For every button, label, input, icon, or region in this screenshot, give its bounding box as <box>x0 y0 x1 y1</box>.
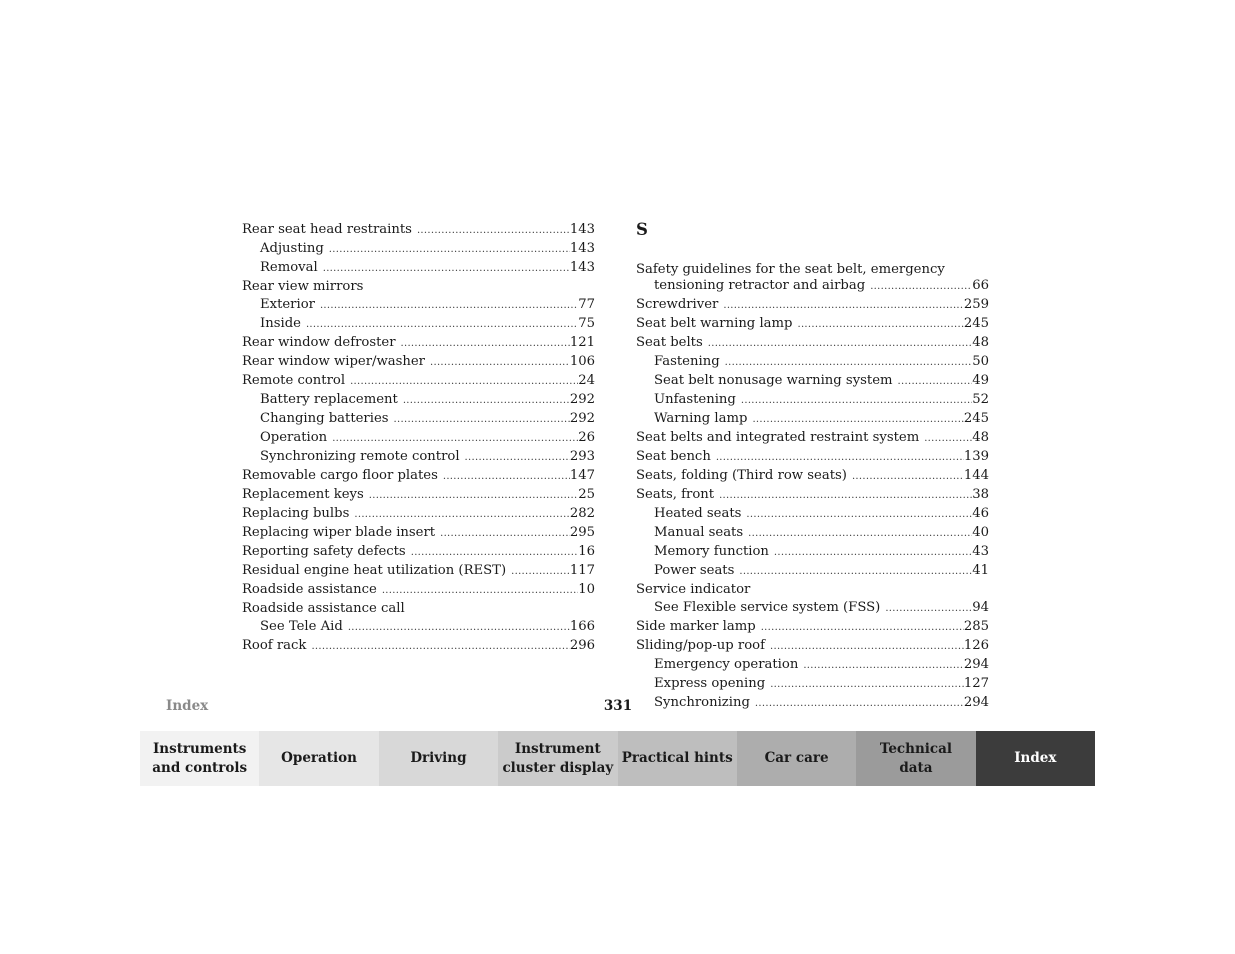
index-entry-page[interactable]: 259 <box>963 297 989 312</box>
index-entry <box>636 315 989 334</box>
index-entry <box>242 637 595 656</box>
index-entry <box>242 315 595 334</box>
index-entry-page[interactable]: 77 <box>578 297 595 312</box>
index-entry-term: Emergency operation <box>654 657 799 672</box>
index-entry <box>242 410 595 429</box>
dot-leader <box>746 506 972 524</box>
index-entry-page[interactable]: 26 <box>578 430 595 445</box>
index-entry <box>242 372 595 391</box>
index-entry-page[interactable]: 126 <box>963 638 989 653</box>
dot-leader <box>803 657 964 675</box>
dot-leader <box>770 638 964 656</box>
index-entry-term: Service indicator <box>636 582 751 597</box>
index-entry-term: See Flexible service system (FSS) <box>654 600 881 615</box>
tab-index[interactable]: Index <box>976 731 1095 786</box>
dot-leader <box>440 525 570 543</box>
index-entry <box>242 600 595 618</box>
index-entry-term: Seat belts and integrated restraint system <box>636 430 920 445</box>
index-entry-term: Operation <box>260 430 328 445</box>
index-entry-term: Express opening <box>654 676 766 691</box>
dot-leader <box>748 525 972 543</box>
index-entry-term: Seat belt nonusage warning system <box>654 373 893 388</box>
index-entry <box>636 524 989 543</box>
index-column-right <box>636 221 989 713</box>
page-number: 331 <box>603 698 633 714</box>
index-entry-term: Power seats <box>654 563 735 578</box>
chapter-tab-bar <box>140 731 1095 786</box>
index-entry-term: Reporting safety defects <box>242 544 406 559</box>
index-entry-page[interactable]: 295 <box>569 525 595 540</box>
index-entry-page[interactable]: 245 <box>963 316 989 331</box>
dot-leader <box>719 487 972 505</box>
dot-leader <box>852 468 964 486</box>
dot-leader <box>354 506 569 524</box>
index-entry-term: Seats, front <box>636 487 715 502</box>
index-entry <box>636 296 989 315</box>
index-entry <box>242 296 595 315</box>
dot-leader <box>924 430 972 448</box>
index-letter-heading: S <box>636 220 648 239</box>
index-entry <box>242 429 595 448</box>
dot-leader <box>411 544 579 562</box>
dot-leader <box>311 638 569 656</box>
dot-leader <box>797 316 963 334</box>
dot-leader <box>708 335 972 353</box>
index-entry-page[interactable]: 143 <box>569 241 595 256</box>
index-entry <box>636 391 989 410</box>
index-entry-term: Screwdriver <box>636 297 719 312</box>
index-entry-term: Unfastening <box>654 392 736 407</box>
index-entry <box>636 429 989 448</box>
index-entry-page[interactable]: 147 <box>569 468 595 483</box>
index-entry <box>636 448 989 467</box>
index-entry-page[interactable]: 52 <box>972 392 989 407</box>
tab-technical-data[interactable]: Technical data <box>856 731 975 786</box>
index-entry-term: Roadside assistance call <box>242 601 405 616</box>
index-entry-page[interactable]: 48 <box>972 335 989 350</box>
dot-leader <box>770 676 964 694</box>
index-entry-page[interactable]: 285 <box>963 619 989 634</box>
index-entries-s <box>636 261 989 713</box>
dot-leader <box>329 241 570 259</box>
dot-leader <box>752 411 963 429</box>
index-entry-term: Heated seats <box>654 506 742 521</box>
index-entry-page[interactable]: 245 <box>963 411 989 426</box>
index-entry-term: Replacement keys <box>242 487 364 502</box>
index-entry-page[interactable]: 292 <box>569 411 595 426</box>
dot-leader <box>761 619 964 637</box>
index-entry <box>636 599 989 618</box>
index-entry-page[interactable]: 166 <box>569 619 595 634</box>
dot-leader <box>350 373 578 391</box>
dot-leader <box>870 278 972 296</box>
index-entry-page[interactable]: 94 <box>972 600 989 615</box>
index-entry <box>636 486 989 505</box>
dot-leader <box>323 260 570 278</box>
index-entry-page[interactable]: 48 <box>972 430 989 445</box>
index-entry-page[interactable]: 139 <box>963 449 989 464</box>
index-entry <box>242 581 595 600</box>
dot-leader <box>403 392 570 410</box>
index-entry-page[interactable]: 127 <box>963 676 989 691</box>
index-entry <box>242 562 595 581</box>
index-entry-term: Seats, folding (Third row seats) <box>636 468 847 483</box>
index-entry-page[interactable]: 121 <box>569 335 595 350</box>
dot-leader <box>511 563 570 581</box>
dot-leader <box>348 619 570 637</box>
dot-leader <box>382 582 578 600</box>
index-entry-term: Memory function <box>654 544 769 559</box>
index-entry-term: Replacing bulbs <box>242 506 350 521</box>
index-entry-term: Adjusting <box>260 241 324 256</box>
index-column-left <box>242 221 595 656</box>
index-entry-term: Warning lamp <box>654 411 748 426</box>
dot-leader <box>369 487 578 505</box>
index-entry-term: Fastening <box>654 354 720 369</box>
index-entry-page[interactable]: 16 <box>578 544 595 559</box>
index-entry-term: tensioning retractor and airbag <box>654 278 866 293</box>
section-label: Index <box>166 698 209 714</box>
index-entry-term: Removal <box>260 260 318 275</box>
index-entry-term: Removable cargo floor plates <box>242 468 438 483</box>
index-entry <box>636 353 989 372</box>
index-entry <box>636 277 989 296</box>
index-entry <box>242 278 595 296</box>
index-entry-term: Residual engine heat utilization (REST) <box>242 563 507 578</box>
index-entry-page[interactable]: 38 <box>972 487 989 502</box>
index-entry-page[interactable]: 66 <box>972 278 989 293</box>
index-entry <box>242 486 595 505</box>
index-entry <box>242 391 595 410</box>
dot-leader <box>774 544 972 562</box>
index-entry-page[interactable]: 25 <box>578 487 595 502</box>
index-entry-term: Inside <box>260 316 301 331</box>
index-entry-term: Roof rack <box>242 638 307 653</box>
index-entry-page[interactable]: 143 <box>569 260 595 275</box>
dot-leader <box>885 600 972 618</box>
index-entry-term: Replacing wiper blade insert <box>242 525 436 540</box>
index-entry <box>242 334 595 353</box>
tab-instrument-cluster-display[interactable]: Instrument cluster display <box>498 731 617 786</box>
dot-leader <box>320 297 578 315</box>
index-entry-term: Seat belts <box>636 335 703 350</box>
tab-instruments-and-controls[interactable]: Instruments and controls <box>140 731 259 786</box>
dot-leader <box>739 563 972 581</box>
dot-leader <box>394 411 570 429</box>
dot-leader <box>306 316 578 334</box>
index-entry <box>636 675 989 694</box>
index-entry <box>636 410 989 429</box>
dot-leader <box>417 222 570 240</box>
index-entry <box>636 372 989 391</box>
index-entry-page[interactable]: 294 <box>963 695 989 710</box>
index-entry-page[interactable]: 24 <box>578 373 595 388</box>
index-entry-page[interactable]: 143 <box>569 222 595 237</box>
index-entry-page[interactable]: 106 <box>569 354 595 369</box>
tab-driving[interactable]: Driving <box>379 731 498 786</box>
index-entry <box>636 543 989 562</box>
index-entry-term: Seat belt warning lamp <box>636 316 793 331</box>
index-entry <box>242 505 595 524</box>
dot-leader <box>723 297 963 315</box>
index-entry-page[interactable]: 40 <box>972 525 989 540</box>
index-entry <box>242 448 595 467</box>
index-entry <box>242 524 595 543</box>
index-entry-term: Remote control <box>242 373 346 388</box>
index-entry <box>636 656 989 675</box>
index-entry <box>242 259 595 278</box>
index-entry <box>242 467 595 486</box>
dot-leader <box>725 354 973 372</box>
index-entry-term: Manual seats <box>654 525 744 540</box>
index-entry <box>242 618 595 637</box>
dot-leader <box>755 695 964 713</box>
index-entry <box>636 618 989 637</box>
index-entry <box>636 694 989 713</box>
dot-leader <box>401 335 570 353</box>
index-entry <box>636 562 989 581</box>
index-entry-page[interactable]: 282 <box>569 506 595 521</box>
index-entry <box>636 334 989 353</box>
index-entry-term: Rear window wiper/washer <box>242 354 425 369</box>
dot-leader <box>465 449 570 467</box>
index-entry-page[interactable]: 50 <box>972 354 989 369</box>
dot-leader <box>332 430 578 448</box>
index-entry <box>636 505 989 524</box>
index-entry-page[interactable]: 117 <box>569 563 595 578</box>
index-entry-term: Safety guidelines for the seat belt, emergency <box>636 262 945 277</box>
index-entry-page[interactable]: 49 <box>972 373 989 388</box>
index-entry <box>242 240 595 259</box>
index-entry-page[interactable]: 144 <box>963 468 989 483</box>
index-entry-page[interactable]: 75 <box>578 316 595 331</box>
index-entry-term: Changing batteries <box>260 411 389 426</box>
tab-car-care[interactable]: Car care <box>737 731 856 786</box>
index-entry-page[interactable]: 43 <box>972 544 989 559</box>
index-entry-page[interactable]: 296 <box>569 638 595 653</box>
index-entry <box>242 221 595 240</box>
index-entry-term: Rear window defroster <box>242 335 396 350</box>
index-entry-term: Synchronizing remote control <box>260 449 460 464</box>
dot-leader <box>716 449 964 467</box>
tab-operation[interactable]: Operation <box>259 731 378 786</box>
index-entry-term: Synchronizing <box>654 695 750 710</box>
index-entry-term: Battery replacement <box>260 392 398 407</box>
index-entry-page[interactable]: 10 <box>578 582 595 597</box>
index-entry <box>636 637 989 656</box>
index-entry <box>242 353 595 372</box>
tab-practical-hints[interactable]: Practical hints <box>618 731 737 786</box>
index-entry-term: Rear view mirrors <box>242 279 364 294</box>
dot-leader <box>741 392 972 410</box>
dot-leader <box>443 468 570 486</box>
index-entry-page[interactable]: 293 <box>569 449 595 464</box>
index-entry-term: Rear seat head restraints <box>242 222 412 237</box>
dot-leader <box>430 354 570 372</box>
index-entry-term: Sliding/pop-up roof <box>636 638 765 653</box>
index-entry-term: Side marker lamp <box>636 619 756 634</box>
index-entry-term: Seat bench <box>636 449 711 464</box>
index-entry <box>242 543 595 562</box>
index-entry-page[interactable]: 292 <box>569 392 595 407</box>
index-entry-term: See Tele Aid <box>260 619 343 634</box>
index-entry-page[interactable]: 294 <box>963 657 989 672</box>
index-entry-term: Roadside assistance <box>242 582 377 597</box>
index-entry <box>636 581 989 599</box>
index-entry-page[interactable]: 41 <box>972 563 989 578</box>
index-entry <box>636 467 989 486</box>
dot-leader <box>898 373 973 391</box>
index-entry-term: Exterior <box>260 297 315 312</box>
index-entry-page[interactable]: 46 <box>972 506 989 521</box>
